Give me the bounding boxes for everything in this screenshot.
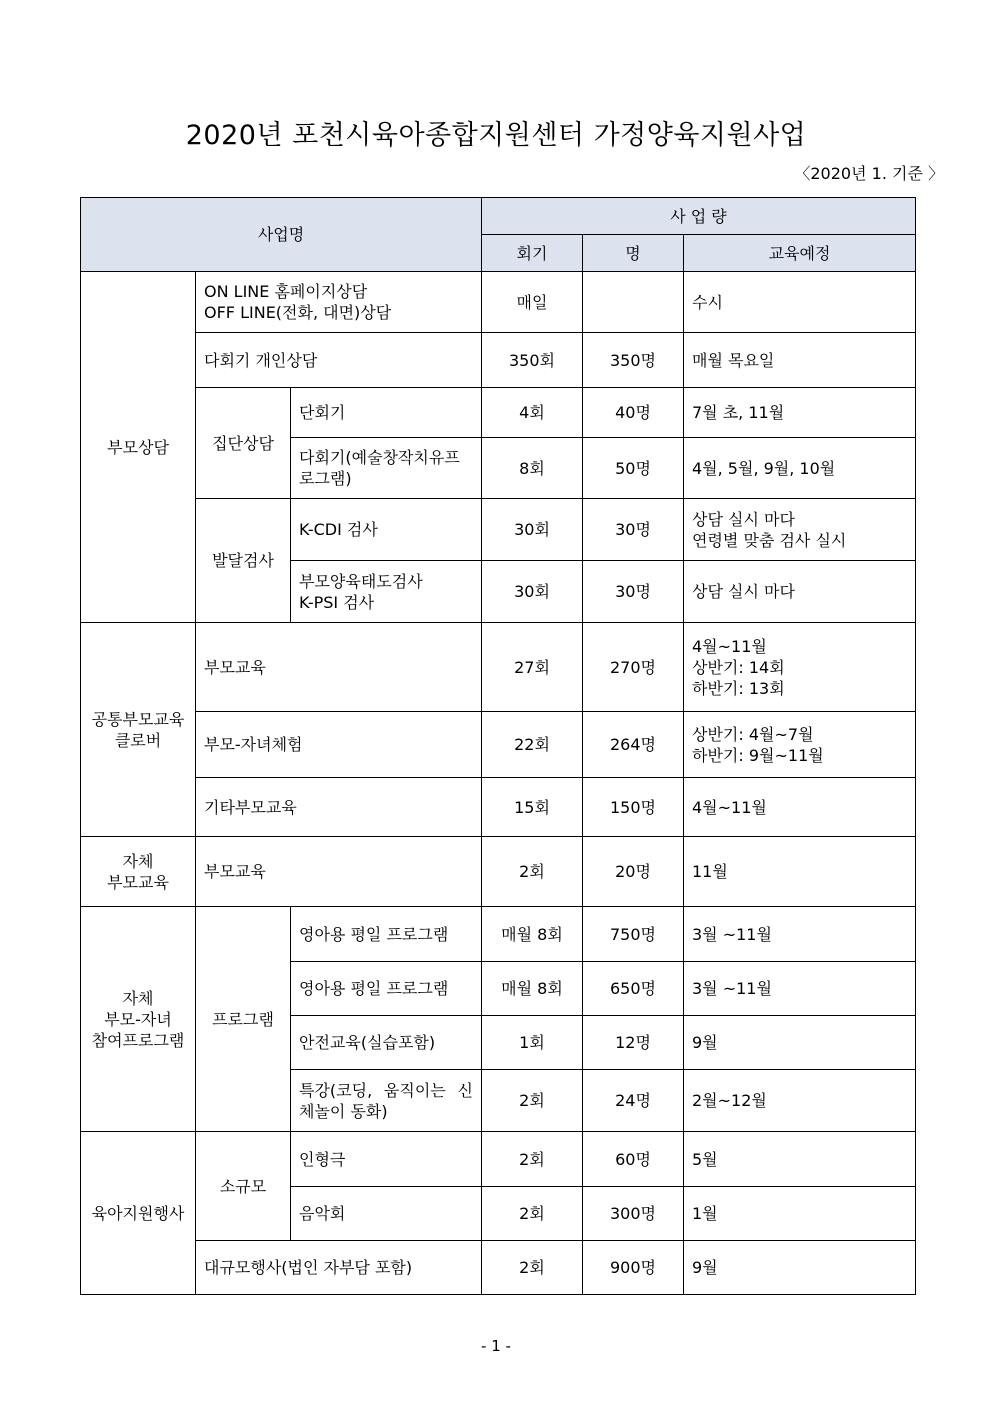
row-people: 30명 (583, 561, 684, 623)
row-schedule: 11월 (684, 837, 916, 907)
basis-date: 〈2020년 1. 기준 〉 (794, 164, 944, 183)
row-name: 부모교육 (196, 837, 482, 907)
row-name: 안전교육(실습포함) (291, 1016, 482, 1070)
row-sessions: 2회 (482, 837, 583, 907)
row-people: 30명 (583, 499, 684, 561)
row-name: 음악회 (291, 1187, 482, 1241)
row-schedule: 수시 (684, 272, 916, 333)
row-name: 다회기(예술창작치유프로그램) (291, 438, 482, 499)
row-schedule: 1월 (684, 1187, 916, 1241)
subgroup-small-scale: 소규모 (196, 1132, 291, 1241)
row-people: 264명 (583, 712, 684, 778)
group-own-parent-education: 자체 부모교육 (81, 837, 196, 907)
row-name: 부모-자녀체험 (196, 712, 482, 778)
row-schedule: 9월 (684, 1241, 916, 1295)
row-people: 24명 (583, 1070, 684, 1132)
row-name: 대규모행사(법인 자부담 포함) (196, 1241, 482, 1295)
row-schedule: 상반기: 4월~7월 하반기: 9월~11월 (684, 712, 916, 778)
row-schedule: 매월 목요일 (684, 333, 916, 388)
subgroup-development-test: 발달검사 (196, 499, 291, 623)
row-people: 20명 (583, 837, 684, 907)
subgroup-program: 프로그램 (196, 907, 291, 1132)
header-volume: 사 업 량 (482, 198, 916, 235)
row-schedule: 5월 (684, 1132, 916, 1187)
row-name: K-CDI 검사 (291, 499, 482, 561)
page-title: 2020년 포천시육아종합지원센터 가정양육지원사업 (185, 120, 807, 151)
row-people: 350명 (583, 333, 684, 388)
row-sessions: 15회 (482, 778, 583, 837)
row-schedule: 4월~11월 (684, 778, 916, 837)
row-name: 다회기 개인상담 (196, 333, 482, 388)
row-schedule: 4월, 5월, 9월, 10월 (684, 438, 916, 499)
row-sessions: 30회 (482, 561, 583, 623)
row-schedule: 상담 실시 마다 (684, 561, 916, 623)
row-sessions: 27회 (482, 623, 583, 712)
program-table (80, 197, 916, 1295)
row-sessions: 매월 8회 (482, 962, 583, 1016)
row-people: 150명 (583, 778, 684, 837)
row-schedule: 9월 (684, 1016, 916, 1070)
row-name: 영아용 평일 프로그램 (291, 907, 482, 962)
row-people: 12명 (583, 1016, 684, 1070)
row-sessions: 2회 (482, 1132, 583, 1187)
row-name: 특강(코딩, 움직이는 신체놀이 동화) (291, 1070, 482, 1132)
row-sessions: 2회 (482, 1187, 583, 1241)
group-common-parent-education: 공통부모교육 클로버 (81, 623, 196, 837)
row-sessions: 30회 (482, 499, 583, 561)
row-name: 단회기 (291, 388, 482, 438)
row-sessions: 매월 8회 (482, 907, 583, 962)
page-number: - 1 - (481, 1337, 511, 1355)
row-people: 650명 (583, 962, 684, 1016)
header-project: 사업명 (81, 198, 482, 272)
row-sessions: 2회 (482, 1241, 583, 1295)
subgroup-group-counseling: 집단상담 (196, 388, 291, 499)
row-schedule: 2월~12월 (684, 1070, 916, 1132)
row-sessions: 2회 (482, 1070, 583, 1132)
group-childcare-events: 육아지원행사 (81, 1132, 196, 1295)
row-sessions: 22회 (482, 712, 583, 778)
row-name: 영아용 평일 프로그램 (291, 962, 482, 1016)
row-name: 인형극 (291, 1132, 482, 1187)
row-name: ON LINE 홈페이지상담 OFF LINE(전화, 대면)상담 (196, 272, 482, 333)
group-parent-child-program: 자체 부모-자녀 참여프로그램 (81, 907, 196, 1132)
row-schedule: 3월 ~11월 (684, 907, 916, 962)
row-sessions: 350회 (482, 333, 583, 388)
row-people: 40명 (583, 388, 684, 438)
row-people (583, 272, 684, 333)
row-name: 기타부모교육 (196, 778, 482, 837)
row-schedule: 3월 ~11월 (684, 962, 916, 1016)
row-sessions: 4회 (482, 388, 583, 438)
row-schedule: 상담 실시 마다 연령별 맞춤 검사 실시 (684, 499, 916, 561)
row-sessions: 매일 (482, 272, 583, 333)
row-people: 300명 (583, 1187, 684, 1241)
row-people: 750명 (583, 907, 684, 962)
row-people: 50명 (583, 438, 684, 499)
header-people: 명 (583, 235, 684, 272)
row-people: 60명 (583, 1132, 684, 1187)
row-schedule: 7월 초, 11월 (684, 388, 916, 438)
row-sessions: 1회 (482, 1016, 583, 1070)
header-schedule: 교육예정 (684, 235, 916, 272)
group-parent-counseling: 부모상담 (81, 272, 196, 623)
row-people: 270명 (583, 623, 684, 712)
row-name: 부모양육태도검사 K-PSI 검사 (291, 561, 482, 623)
row-people: 900명 (583, 1241, 684, 1295)
row-schedule: 4월~11월 상반기: 14회 하반기: 13회 (684, 623, 916, 712)
row-name: 부모교육 (196, 623, 482, 712)
row-sessions: 8회 (482, 438, 583, 499)
header-sessions: 회기 (482, 235, 583, 272)
